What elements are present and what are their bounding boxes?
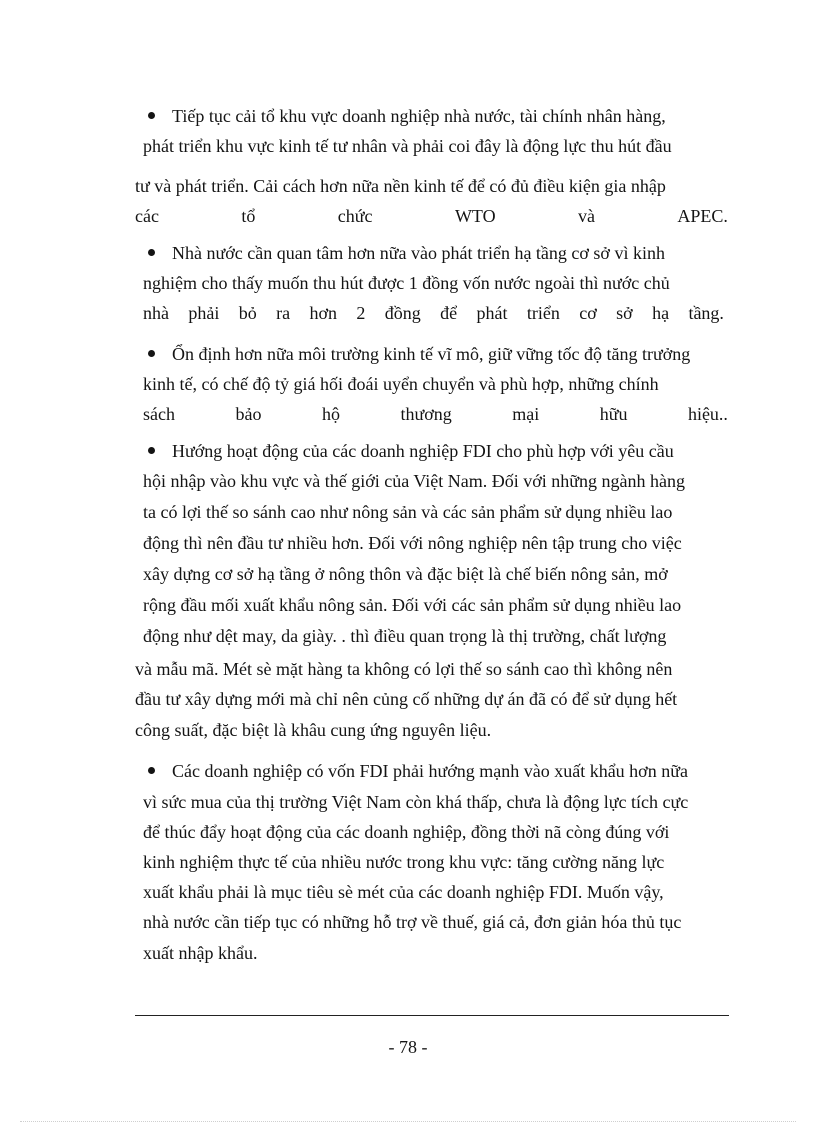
paragraph-line: xuất nhập khẩu. <box>143 943 258 963</box>
word: tổ <box>241 206 256 226</box>
paragraph-line: xây dựng cơ sở hạ tầng ở nông thôn và đặc biệt là chế biến nông sản, mở <box>143 564 668 584</box>
page-number: - 78 - <box>388 1037 428 1057</box>
paragraph-line: Tiếp tục cải tổ khu vực doanh nghiệp nhà nước, tài chính nhân hàng, <box>172 106 666 126</box>
word: chức <box>337 206 373 226</box>
footer-divider <box>135 1015 729 1016</box>
word: thương <box>400 404 452 424</box>
word: mại <box>512 404 540 424</box>
page-bottom-dotted-border <box>20 1121 796 1122</box>
paragraph-line: rộng đầu mối xuất khẩu nông sản. Đối với các sản phẩm sử dụng nhiều lao <box>143 595 682 615</box>
word: các <box>135 206 159 226</box>
word: nhà <box>143 303 169 323</box>
word: và <box>578 206 596 226</box>
word: WTO <box>454 206 496 226</box>
paragraph-line: Ổn định hơn nữa môi trường kinh tế vĩ mô, giữ vững tốc độ tăng trưởng <box>172 344 691 364</box>
word: hộ <box>321 404 340 424</box>
word: phải <box>188 303 220 323</box>
paragraph-justified-line <box>135 205 728 227</box>
paragraph-line: công suất, đặc biệt là khâu cung ứng nguyên liệu. <box>135 720 492 740</box>
word: để <box>440 303 458 323</box>
paragraph-line: Các doanh nghiệp có vốn FDI phải hướng mạnh vào xuất khẩu hơn nữa <box>172 761 688 781</box>
bullet-icon <box>148 112 155 119</box>
paragraph-line: kinh tế, có chế độ tỷ giá hối đoái uyển chuyển và phù hợp, những chính <box>143 374 659 394</box>
paragraph-line: Hướng hoạt động của các doanh nghiệp FDI cho phù hợp với yêu cầu <box>172 441 674 461</box>
word: triển <box>526 303 560 323</box>
paragraph-line: xuất khẩu phải là mục tiêu sè mét của các doanh nghiệp FDI. Muốn vậy, <box>143 882 664 902</box>
paragraph-line: động như dệt may, da giày. . thì điều quan trọng là thị trường, chất lượng <box>143 626 667 646</box>
paragraph-line: đầu tư xây dựng mới mà chỉ nên củng cố những dự án đã có để sử dụng hết <box>135 689 678 709</box>
bullet-icon <box>148 447 155 454</box>
bullet-icon <box>148 249 155 256</box>
paragraph-line: và mẫu mã. Mét sè mặt hàng ta không có lợi thế so sánh cao thì không nên <box>135 659 673 679</box>
word: 2 <box>356 303 366 323</box>
paragraph-line: để thúc đẩy hoạt động của các doanh nghiệp, đồng thời nã còng đúng với <box>143 822 670 842</box>
word: hạ <box>652 303 670 323</box>
paragraph-line: ta có lợi thế so sánh cao như nông sản và các sản phẩm sử dụng nhiều lao <box>143 502 673 522</box>
paragraph-justified-line <box>143 403 728 425</box>
bullet-icon <box>148 350 155 357</box>
word: bảo <box>235 404 262 424</box>
word: hữu <box>599 404 628 424</box>
paragraph-line: hội nhập vào khu vực và thế giới của Việt Nam. Đối với những ngành hàng <box>143 471 686 491</box>
bullet-icon <box>148 767 155 774</box>
paragraph-line: nhà nước cần tiếp tục có những hỗ trợ về thuế, giá cả, đơn giản hóa thủ tục <box>143 912 682 932</box>
paragraph-justified-line <box>143 302 724 324</box>
paragraph-line: nghiệm cho thấy muốn thu hút được 1 đồng vốn nước ngoài thì nước chủ <box>143 273 670 293</box>
word: phát <box>476 303 508 323</box>
paragraph-line: vì sức mua của thị trường Việt Nam còn khá thấp, chưa là động lực tích cực <box>143 792 689 812</box>
word: ra <box>276 303 291 323</box>
word: tầng. <box>688 303 724 323</box>
paragraph-line: tư và phát triển. Cải cách hơn nữa nền kinh tế để có đủ điều kiện gia nhập <box>135 176 666 196</box>
word: APEC. <box>677 206 728 226</box>
word: đồng <box>384 303 421 323</box>
paragraph-line: phát triển khu vực kinh tế tư nhân và phải coi đây là động lực thu hút đầu <box>143 136 672 156</box>
paragraph-line: kinh nghiệm thực tế của nhiều nước trong khu vực: tăng cường năng lực <box>143 852 665 872</box>
word: sở <box>616 303 633 323</box>
paragraph-line: Nhà nước cần quan tâm hơn nữa vào phát triển hạ tầng cơ sở vì kinh <box>172 243 665 263</box>
word: hiệu.. <box>687 404 728 424</box>
word: hơn <box>309 303 338 323</box>
word: sách <box>143 404 175 424</box>
word: bỏ <box>238 303 257 323</box>
word: cơ <box>579 303 597 323</box>
paragraph-line: động thì nên đầu tư nhiều hơn. Đối với nông nghiệp nên tập trung cho việc <box>143 533 682 553</box>
